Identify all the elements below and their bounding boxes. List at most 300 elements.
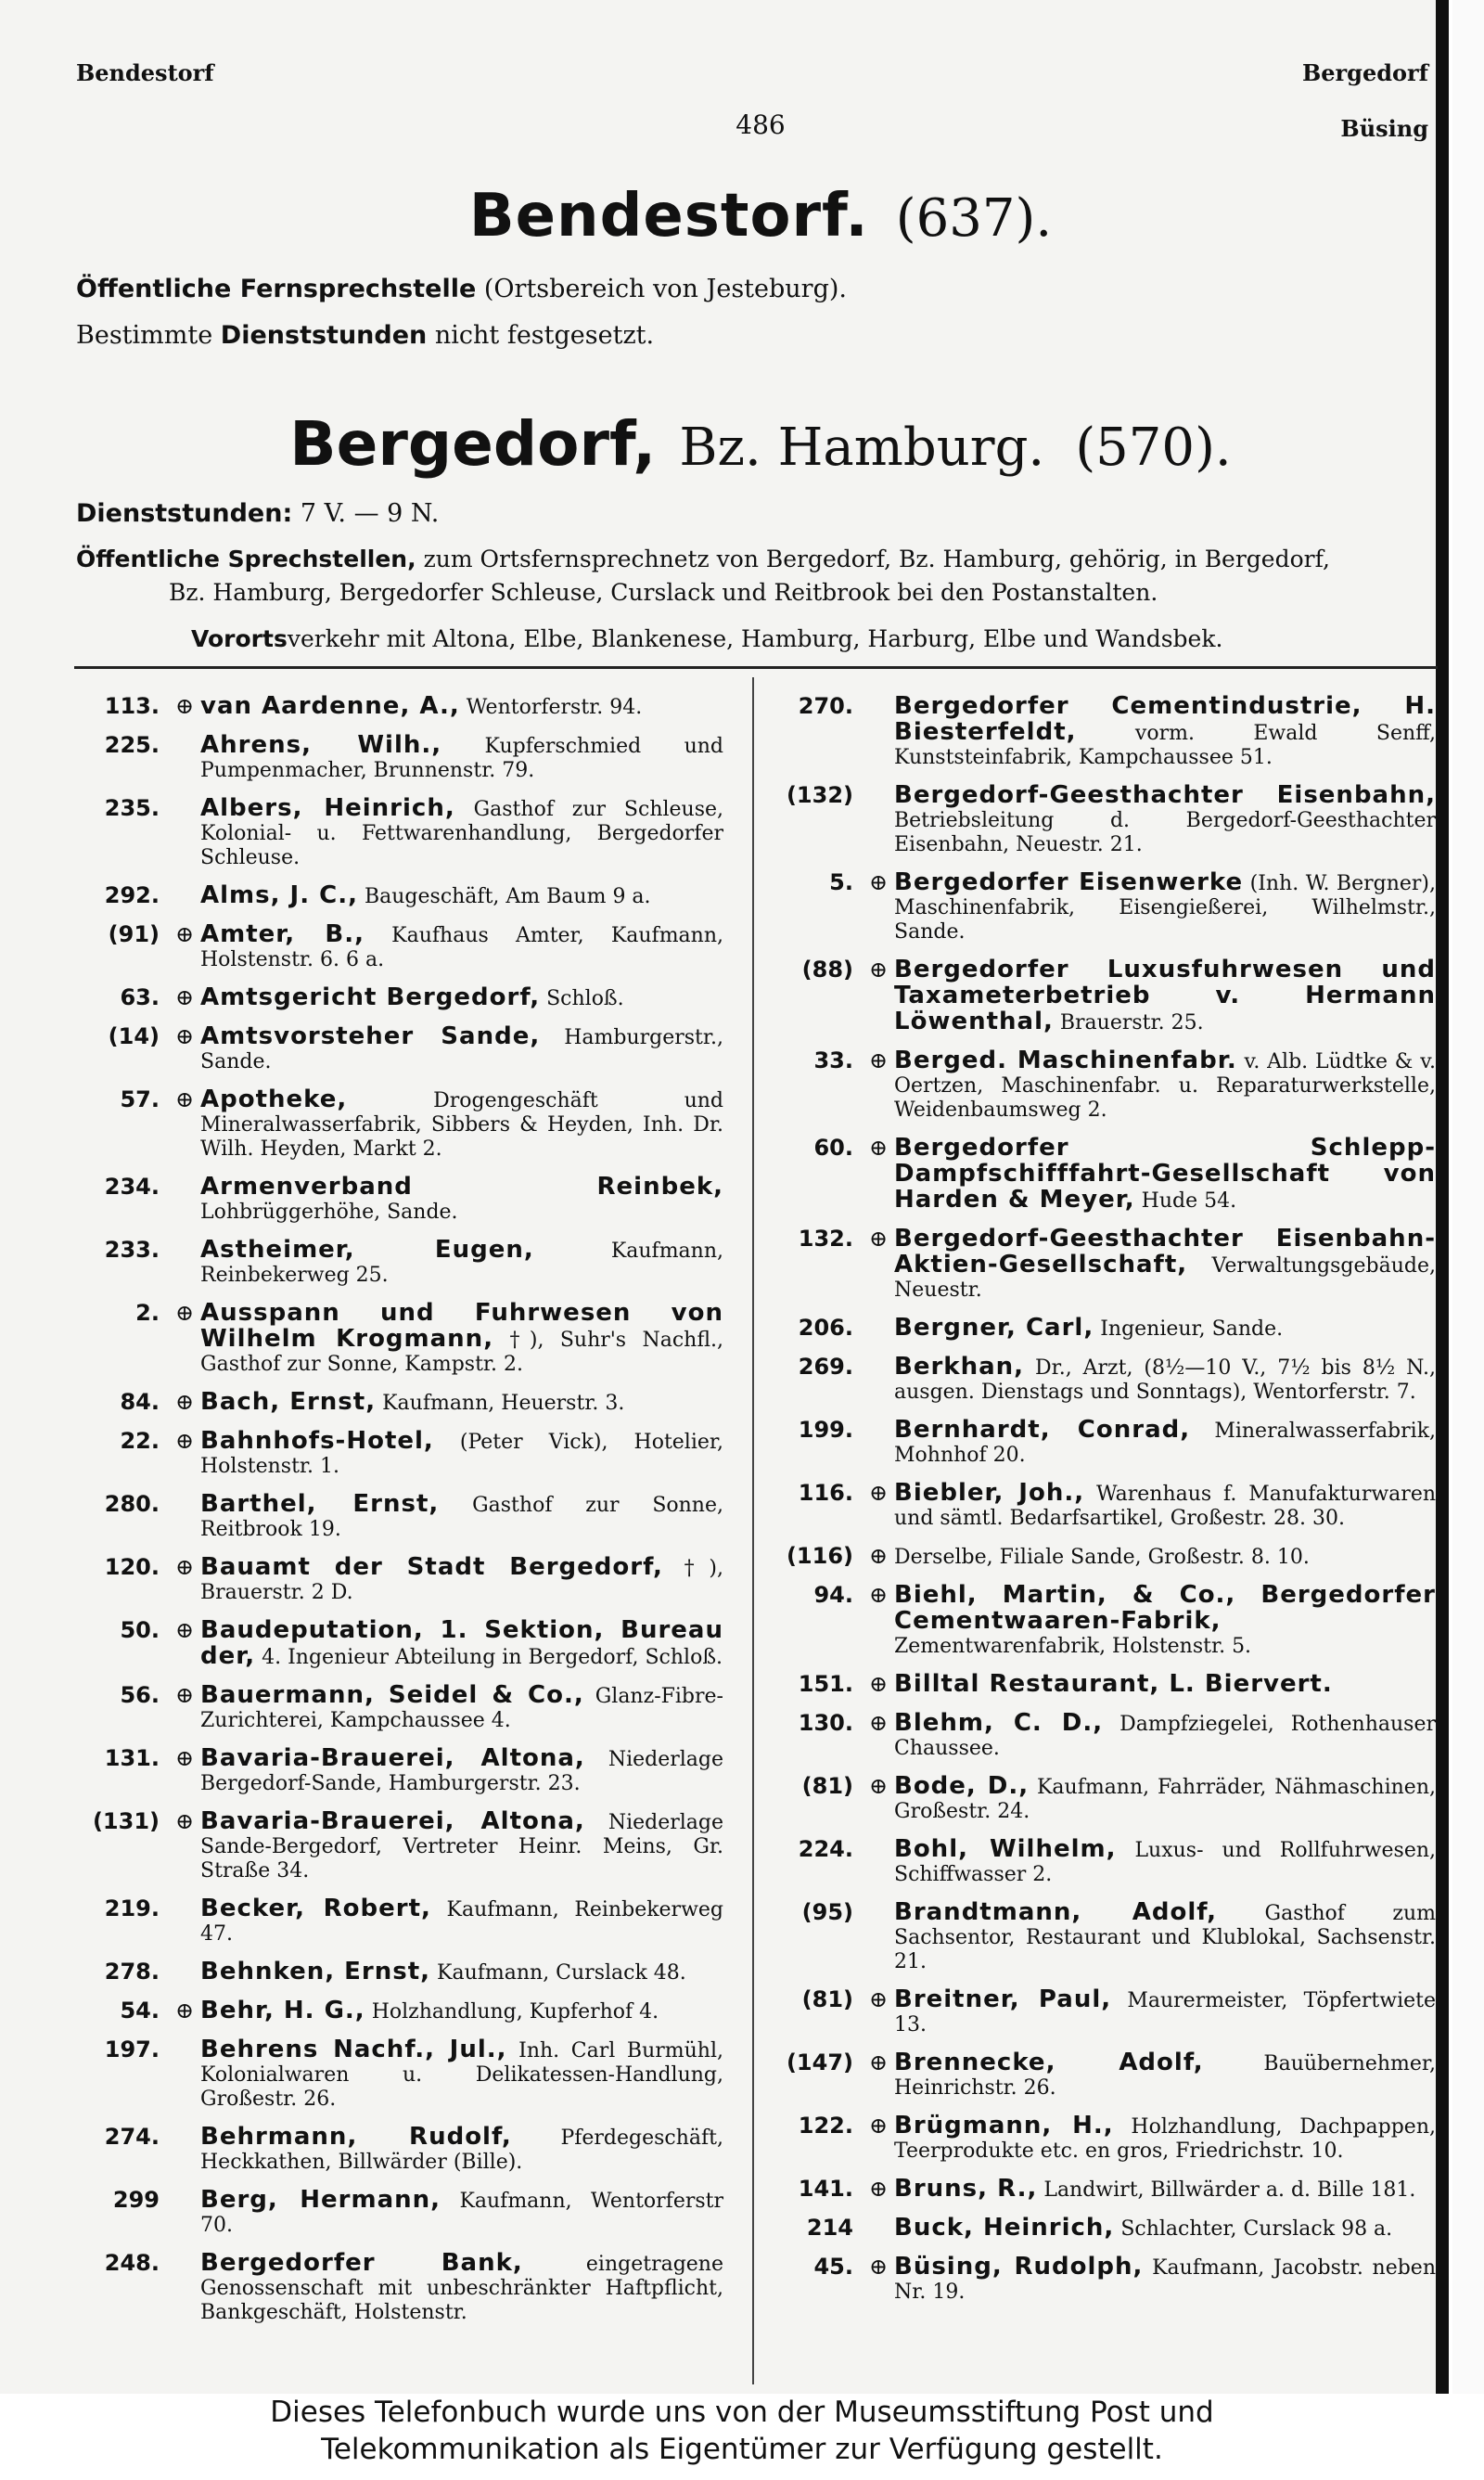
bendestorf-line-2	[76, 321, 654, 350]
telephone-mark-icon	[863, 2216, 894, 2242]
entry-name: Bahnhofs-Hotel,	[200, 1427, 434, 1455]
entry-number: (132)	[786, 782, 853, 808]
entry-number: 214	[806, 2215, 853, 2241]
entry-body	[200, 1555, 723, 1605]
entry-name: Bavaria-Brauerei, Altona,	[200, 1807, 585, 1835]
entry-detail: Kaufhaus Amter, Kaufmann, Holstenstr. 6. 6 a.	[200, 924, 723, 971]
telephone-mark-icon: ⊕	[174, 1554, 195, 1580]
bendestorf-line-1	[76, 275, 847, 303]
entry-detail: vorm. Ewald Senff, Kunststeinfabrik, Kampchaussee 51.	[894, 722, 1436, 769]
directory-entry	[74, 1301, 723, 1377]
entry-detail: Hamburgerstr., Sande.	[200, 1026, 723, 1073]
entry-body	[200, 2037, 723, 2112]
directory-entry	[74, 883, 723, 909]
entry-name: Amtsgericht Bergedorf,	[200, 983, 541, 1011]
telephone-mark-icon	[169, 1492, 200, 1542]
entry-detail: Glanz-Fibre-Zurichterei, Kampchaussee 4.	[200, 1685, 723, 1732]
entry-body	[894, 1481, 1436, 1531]
entry-body	[200, 1024, 723, 1074]
entry-detail: Betriebsleitung d. Bergedorf-Geesthachter Eisenbahn, Neuestr. 21.	[894, 809, 1436, 856]
entry-body	[200, 733, 723, 783]
entry-name: Bergedorfer Eisenwerke	[894, 868, 1244, 896]
entry-number: (147)	[786, 2050, 853, 2075]
entry-name: Amtsvorsteher Sande,	[200, 1022, 541, 1050]
entry-number: 94.	[813, 1582, 853, 1608]
entry-number: 84.	[120, 1389, 160, 1415]
entry-detail: Kupferschmied und Pumpenmacher, Brunnenstr. 79.	[200, 735, 723, 782]
entry-number: 33.	[813, 1047, 853, 1073]
entry-name: Becker, Robert,	[200, 1895, 431, 1922]
entry-number: (88)	[801, 957, 853, 983]
entry-name: Bernhardt, Conrad,	[894, 1416, 1191, 1444]
entry-name: Buck, Heinrich,	[894, 2214, 1115, 2242]
telephone-mark-icon	[863, 694, 894, 770]
telephone-mark-icon: ⊕	[174, 1389, 195, 1415]
telephone-mark-icon	[863, 783, 894, 857]
entry-name: Bode, D.,	[894, 1772, 1030, 1800]
entry-body	[894, 1227, 1436, 1303]
telephone-mark-icon	[169, 2037, 200, 2112]
entry-body	[200, 2251, 723, 2325]
entry-body	[894, 2216, 1436, 2242]
entry-name: Bergedorfer Bank,	[200, 2249, 523, 2277]
telephone-mark-icon: ⊕	[868, 1480, 889, 1506]
entry-name: Ahrens, Wilh.,	[200, 731, 442, 759]
vororts-detail: verkehr mit Altona, Elbe, Blankenese, Hamburg, Harburg, Elbe und Wandsbek.	[287, 625, 1223, 652]
entry-body	[200, 1809, 723, 1883]
entry-detail: (Peter Vick), Hotelier, Holstenstr. 1.	[200, 1431, 723, 1478]
directory-entry	[768, 1987, 1436, 2037]
entry-number: 248.	[104, 2250, 160, 2276]
entry-detail: Drogengeschäft und Mineralwasserfabrik, Sibbers & Heyden, Inh. Dr. Wilh. Heyden, Markt 2.	[200, 1089, 723, 1161]
entry-detail: Gasthof zum Sachsentor, Restaurant und Klublokal, Sachsenstr. 21.	[894, 1902, 1436, 1973]
entry-body	[894, 1544, 1436, 1570]
entry-body	[894, 694, 1436, 770]
running-head-right: Bergedorf	[1301, 59, 1428, 86]
directory-entry	[74, 1960, 723, 1985]
entry-number: 130.	[798, 1710, 853, 1736]
entry-body	[894, 957, 1436, 1035]
entry-name: Armenverband Reinbek,	[200, 1173, 723, 1201]
entry-number: 235.	[104, 795, 160, 821]
entry-number: 113.	[104, 693, 160, 719]
entry-number: (91)	[108, 921, 160, 947]
telephone-mark-icon: ⊕	[174, 1998, 195, 2024]
directory-entry	[74, 1175, 723, 1225]
entry-body	[200, 985, 723, 1011]
entry-number: 57.	[120, 1086, 160, 1112]
entry-number: 280.	[104, 1491, 160, 1517]
telephone-mark-icon: ⊕	[174, 693, 195, 719]
entry-detail: Schlachter, Curslack 98 a.	[1120, 2217, 1393, 2241]
entry-body	[200, 1896, 723, 1947]
bendestorf-number: (637).	[895, 188, 1053, 249]
entry-detail: Brauerstr. 25.	[1059, 1011, 1204, 1034]
entry-body	[200, 1683, 723, 1733]
telephone-mark-icon	[863, 1837, 894, 1887]
directory-entry	[768, 1837, 1436, 1887]
telephone-mark-icon: ⊕	[174, 1808, 195, 1834]
entry-detail: Kaufmann, Fahrräder, Nähmaschinen, Großestr. 24.	[894, 1776, 1436, 1823]
entry-name: Bruns, R.,	[894, 2175, 1038, 2203]
entry-number: 197.	[104, 2037, 160, 2062]
directory-entry	[768, 1316, 1436, 1342]
entry-number: 132.	[798, 1226, 853, 1252]
directory-entry	[768, 694, 1436, 770]
directory-entry	[74, 1683, 723, 1733]
entry-number: 22.	[120, 1428, 160, 1454]
telephone-mark-icon	[169, 883, 200, 909]
entry-body	[894, 2050, 1436, 2101]
entry-name: Brandtmann, Adolf,	[894, 1898, 1218, 1926]
entry-number: 54.	[120, 1998, 160, 2024]
entry-number: (81)	[801, 1773, 853, 1799]
entry-name: Bergner, Carl,	[894, 1314, 1094, 1342]
entry-number: 234.	[104, 1174, 160, 1200]
entry-detail: Holzhandlung, Dachpappen, Teerprodukte etc. en gros, Friedrichstr. 10.	[894, 2115, 1436, 2163]
footer-line-2: Telekommunikation als Eigentümer zur Verfügung gestellt.	[321, 2433, 1163, 2466]
entry-number: 122.	[798, 2113, 853, 2139]
entry-number: 233.	[104, 1237, 160, 1263]
entry-detail: Dr., Arzt, (8½—10 V., 7½ bis 8½ N., ausgen. Dienstags und Sonntags), Wentorferstr. 7.	[894, 1356, 1436, 1404]
entry-number: 274.	[104, 2124, 160, 2150]
entry-name: Amter, B.,	[200, 920, 365, 948]
entry-detail: Gasthof zur Sonne, Reitbrook 19.	[200, 1494, 723, 1541]
header-rule	[74, 666, 1438, 669]
telephone-mark-icon: ⊕	[174, 1745, 195, 1771]
entry-name: Blehm, C. D.,	[894, 1709, 1104, 1737]
entry-name: Brügmann, H.,	[894, 2112, 1114, 2139]
hours-prefix: Bestimmte	[76, 321, 213, 350]
bergedorf-vororts	[191, 625, 1222, 652]
entry-number: 56.	[120, 1682, 160, 1708]
entry-body	[200, 694, 723, 720]
directory-entry	[74, 1024, 723, 1074]
bergedorf-number: (570).	[1075, 418, 1232, 478]
entry-detail: Niederlage Bergedorf-Sande, Hamburgerstr. 23.	[200, 1748, 723, 1795]
entry-name: Bergedorfer Luxusfuhrwesen und Taxameterbetrieb v. Hermann Löwenthal,	[894, 956, 1436, 1035]
entry-name: Berkhan,	[894, 1353, 1025, 1381]
telephone-mark-icon	[169, 2251, 200, 2325]
entry-detail: Kaufmann, Jacobstr. neben Nr. 19.	[894, 2256, 1436, 2304]
telephone-mark-icon: ⊕	[174, 1300, 195, 1326]
page-edge-shadow	[1436, 0, 1449, 2394]
entry-number: 278.	[104, 1959, 160, 1985]
directory-entry	[74, 2037, 723, 2112]
entry-number: 206.	[798, 1315, 853, 1341]
entry-body	[200, 1175, 723, 1225]
entry-number: (116)	[786, 1543, 853, 1569]
directory-column-left	[74, 694, 723, 2338]
entry-name: Bergedorf-Geesthachter Eisenbahn-Aktien-Gesellschaft,	[894, 1225, 1436, 1279]
entry-name: Bergedorfer Schlepp-Dampfschifffahrt-Gesellschaft von Harden & Meyer,	[894, 1134, 1436, 1214]
directory-entry	[768, 2216, 1436, 2242]
section-title-bendestorf	[0, 182, 1484, 251]
directory-entry	[768, 1672, 1436, 1698]
page-number: 486	[736, 109, 786, 140]
entry-body	[894, 1711, 1436, 1761]
entry-detail: Inh. Carl Burmühl, Kolonialwaren u. Delikatessen-Handlung, Großestr. 26.	[200, 2039, 724, 2111]
directory-entry	[74, 1998, 723, 2024]
entry-body	[200, 2188, 723, 2238]
directory-entry	[768, 957, 1436, 1035]
entry-number: (14)	[108, 1023, 160, 1049]
entry-body	[894, 1583, 1436, 1659]
entry-body	[200, 1998, 723, 2024]
entry-number: (95)	[801, 1899, 853, 1925]
public-station-label: Öffentliche Fernsprechstelle	[76, 275, 477, 303]
telephone-mark-icon: ⊕	[868, 2254, 889, 2280]
entry-body	[200, 1390, 723, 1416]
telephone-mark-icon: ⊕	[868, 1135, 889, 1161]
footer-notice	[0, 2394, 1484, 2480]
running-head-right-2: Büsing	[1340, 115, 1428, 142]
entry-detail: Gasthof zur Schleuse, Kolonial- u. Fettwarenhandlung, Bergedorfer Schleuse.	[200, 798, 724, 869]
telephone-mark-icon: ⊕	[174, 1086, 195, 1112]
bergedorf-subtitle: Bz. Hamburg.	[679, 418, 1045, 478]
entry-name: Brennecke, Adolf,	[894, 2049, 1204, 2076]
entry-name: Bergedorf-Geesthachter Eisenbahn,	[894, 781, 1436, 809]
entry-body	[200, 796, 723, 870]
telephone-mark-icon: ⊕	[868, 1986, 889, 2012]
telephone-mark-icon: ⊕	[868, 2050, 889, 2075]
directory-entry	[74, 694, 723, 720]
bendestorf-title: Bendestorf.	[468, 182, 869, 251]
entry-detail: eingetragene Genossenschaft mit unbeschränkter Haftpflicht, Bankgeschäft, Holstenstr.	[200, 2253, 723, 2324]
telephone-mark-icon	[863, 1418, 894, 1468]
entry-body	[894, 1837, 1436, 1887]
entry-detail: Kaufmann, Reinbekerweg 47.	[200, 1898, 724, 1946]
telephone-mark-icon: ⊕	[868, 1582, 889, 1608]
directory-entry	[768, 1544, 1436, 1570]
running-head-left: Bendestorf	[76, 59, 214, 86]
entry-name: Biehl, Martin, & Co., Bergedorfer Cementwaaren-Fabrik,	[894, 1581, 1436, 1635]
entry-body	[200, 2125, 723, 2175]
bergedorf-public-2	[169, 579, 1158, 606]
entry-name: Billtal Restaurant, L. Biervert.	[894, 1670, 1333, 1698]
entry-body	[894, 1774, 1436, 1824]
section-title-bergedorf	[0, 408, 1484, 480]
entry-name: Albers, Heinrich,	[200, 794, 455, 822]
entry-number: (81)	[801, 1986, 853, 2012]
entry-number: 45.	[813, 2254, 853, 2280]
entry-name: Baudeputation, 1. Sektion, Bureau der,	[200, 1616, 723, 1670]
entry-detail: Pferdegeschäft, Heckkathen, Billwärder (Bille).	[200, 2127, 723, 2174]
hours-label: Dienststunden	[220, 321, 428, 350]
entry-detail: Dampfziegelei, Rothenhauser Chaussee.	[894, 1713, 1436, 1760]
vororts-label: Vororts	[191, 625, 288, 652]
entry-body	[894, 1900, 1436, 1974]
telephone-mark-icon: ⊕	[868, 2176, 889, 2202]
entry-name: Ausspann und Fuhrwesen von Wilhelm Krogmann,	[200, 1299, 723, 1353]
entry-name: Bauermann, Seidel & Co.,	[200, 1681, 584, 1709]
telephone-mark-icon	[169, 1960, 200, 1985]
entry-body	[894, 1672, 1436, 1698]
telephone-mark-icon: ⊕	[868, 1047, 889, 1073]
directory-entry	[74, 1746, 723, 1796]
entry-name: Berg, Hermann,	[200, 2186, 441, 2214]
entry-number: 131.	[104, 1745, 160, 1771]
entry-body	[894, 870, 1436, 944]
public-station-detail: (Ortsbereich von Jesteburg).	[483, 275, 847, 303]
directory-entry	[74, 2125, 723, 2175]
entry-number: 292.	[104, 882, 160, 908]
entry-detail: Derselbe, Filiale Sande, Großestr. 8. 10.	[894, 1546, 1310, 1569]
entry-body	[200, 1087, 723, 1162]
directory-entry	[768, 2177, 1436, 2203]
entry-body	[894, 1987, 1436, 2037]
directory-entry	[768, 2255, 1436, 2305]
entry-detail: Landwirt, Billwärder a. d. Bille 181.	[1043, 2178, 1416, 2202]
entry-body	[894, 783, 1436, 857]
entry-body	[894, 1048, 1436, 1123]
telephone-mark-icon: ⊕	[174, 1682, 195, 1708]
entry-name: Biebler, Joh.,	[894, 1479, 1085, 1507]
entry-name: Bergedorfer Cementindustrie, H. Biesterfeldt,	[894, 692, 1436, 746]
directory-entry	[768, 1418, 1436, 1468]
telephone-mark-icon	[863, 1355, 894, 1405]
telephone-mark-icon: ⊕	[868, 957, 889, 983]
bergedorf-title: Bergedorf,	[289, 408, 657, 480]
entry-detail: Zementwarenfabrik, Holstenstr. 5.	[894, 1635, 1252, 1658]
directory-entry	[768, 1481, 1436, 1531]
entry-number: 270.	[798, 693, 853, 719]
telephone-mark-icon: ⊕	[174, 984, 195, 1010]
telephone-mark-icon: ⊕	[868, 1773, 889, 1799]
directory-entry	[74, 2251, 723, 2325]
entry-name: Bauamt der Stadt Bergedorf,	[200, 1553, 663, 1581]
entry-detail: Holzhandlung, Kupferhof 4.	[371, 2000, 659, 2024]
entry-number: 219.	[104, 1895, 160, 1921]
entry-detail: Kaufmann, Wentorferstr 70.	[200, 2190, 723, 2237]
entry-name: Barthel, Ernst,	[200, 1490, 440, 1518]
directory-entry	[74, 1429, 723, 1479]
footer-line-1: Dieses Telefonbuch wurde uns von der Museumsstiftung Post und	[270, 2396, 1214, 2429]
entry-body	[200, 922, 723, 972]
directory-entry	[768, 1048, 1436, 1123]
entry-detail: Kaufmann, Reinbekerweg 25.	[200, 1240, 723, 1287]
telephone-mark-icon: ⊕	[174, 1023, 195, 1049]
directory-entry	[768, 1900, 1436, 1974]
entry-number: 199.	[798, 1417, 853, 1443]
entry-body	[894, 1316, 1436, 1342]
telephone-mark-icon	[169, 733, 200, 783]
entry-name: van Aardenne, A.,	[200, 692, 460, 720]
telephone-mark-icon: ⊕	[868, 1710, 889, 1736]
entry-body	[200, 1301, 723, 1377]
service-hours-value: 7 V. — 9 N.	[300, 499, 440, 528]
directory-column-right	[768, 694, 1436, 2318]
entry-body	[200, 1746, 723, 1796]
entry-name: Bohl, Wilhelm,	[894, 1835, 1117, 1863]
entry-number: 269.	[798, 1354, 853, 1380]
bergedorf-hours	[76, 499, 439, 528]
directory-entry	[74, 1238, 723, 1288]
entry-detail: Hude 54.	[1141, 1189, 1237, 1213]
telephone-mark-icon: ⊕	[174, 1428, 195, 1454]
directory-entry	[74, 922, 723, 972]
entry-number: 5.	[829, 869, 853, 895]
entry-number: 225.	[104, 732, 160, 758]
entry-body	[894, 2177, 1436, 2203]
directory-entry	[74, 1087, 723, 1162]
entry-body	[200, 1960, 723, 1985]
telephone-mark-icon	[169, 1896, 200, 1947]
directory-entry	[768, 2050, 1436, 2101]
telephone-mark-icon	[863, 1900, 894, 1974]
entry-detail: Bauübernehmer, Heinrichstr. 26.	[894, 2052, 1436, 2100]
telephone-mark-icon: ⊕	[868, 1226, 889, 1252]
directory-entry	[768, 1583, 1436, 1659]
entry-detail: Warenhaus f. Manufakturwaren und sämtl. Bedarfsartikel, Großestr. 28. 30.	[894, 1483, 1437, 1530]
entry-body	[894, 1136, 1436, 1214]
entry-detail: Mineralwasserfabrik, Mohnhof 20.	[894, 1420, 1437, 1467]
entry-number: 63.	[120, 984, 160, 1010]
entry-body	[894, 1355, 1436, 1405]
entry-number: 141.	[798, 2176, 853, 2202]
telephone-mark-icon: ⊕	[174, 1617, 195, 1643]
directory-entry	[768, 870, 1436, 944]
directory-entry	[74, 1618, 723, 1670]
directory-entry	[74, 733, 723, 783]
entry-body	[894, 2114, 1436, 2164]
directory-entry	[768, 1774, 1436, 1824]
entry-number: 224.	[798, 1836, 853, 1862]
entry-number: 60.	[813, 1135, 853, 1161]
entry-body	[200, 1618, 723, 1670]
entry-number: 116.	[798, 1480, 853, 1506]
entry-number: 2.	[135, 1300, 160, 1326]
entry-detail: Luxus- und Rollfuhrwesen, Schiffwasser 2.	[894, 1839, 1436, 1886]
directory-entry	[74, 796, 723, 870]
telephone-mark-icon: ⊕	[868, 2113, 889, 2139]
entry-detail: Maurermeister, Töpfertwiete 13.	[894, 1989, 1437, 2037]
entry-name: Bach, Ernst,	[200, 1388, 377, 1416]
entry-body	[894, 2255, 1436, 2305]
telephone-mark-icon	[169, 796, 200, 870]
directory-entry	[74, 1809, 723, 1883]
entry-name: Behrmann, Rudolf,	[200, 2123, 512, 2151]
directory-entry	[768, 1355, 1436, 1405]
entry-detail: Kaufmann, Curslack 48.	[437, 1961, 686, 1985]
entry-detail: v. Alb. Lüdtke & v. Oertzen, Maschinenfabr. u. Reparaturwerkstelle, Weidenbaumsweg 2.	[894, 1050, 1437, 1122]
entry-name: Berged. Maschinenfabr.	[894, 1047, 1237, 1074]
entry-detail: Schloß.	[546, 987, 624, 1010]
directory-entry	[768, 1227, 1436, 1303]
entry-name: Breitner, Paul,	[894, 1985, 1112, 2013]
page-margin	[1452, 0, 1484, 2394]
telephone-mark-icon	[169, 2188, 200, 2238]
telephone-mark-icon	[169, 2125, 200, 2175]
telephone-mark-icon	[169, 1175, 200, 1225]
entry-name: Astheimer, Eugen,	[200, 1236, 534, 1264]
entry-name: Büsing, Rudolph,	[894, 2253, 1144, 2281]
directory-entry	[74, 985, 723, 1011]
entry-detail: Wentorferstr. 94.	[466, 696, 643, 719]
entry-name: Alms, J. C.,	[200, 881, 358, 909]
telephone-mark-icon: ⊕	[868, 1543, 889, 1569]
entry-detail: (Inh. W. Bergner), Maschinenfabrik, Eisengießerei, Wilhelmstr., Sande.	[894, 872, 1436, 944]
service-hours-label: Dienststunden:	[76, 499, 293, 528]
entry-detail: †), Suhr's Nachfl., Gasthof zur Sonne, Kampstr. 2.	[200, 1329, 723, 1376]
bergedorf-public-1	[76, 546, 1330, 572]
public-stations-detail-2: Bz. Hamburg, Bergedorfer Schleuse, Curslack und Reitbrook bei den Postanstalten.	[169, 579, 1158, 606]
directory-entry	[74, 1492, 723, 1542]
entry-detail: Ingenieur, Sande.	[1100, 1317, 1284, 1341]
directory-entry	[768, 1711, 1436, 1761]
entry-name: Behrens Nachf., Jul.,	[200, 2036, 507, 2063]
entry-name: Behr, H. G.,	[200, 1997, 365, 2024]
